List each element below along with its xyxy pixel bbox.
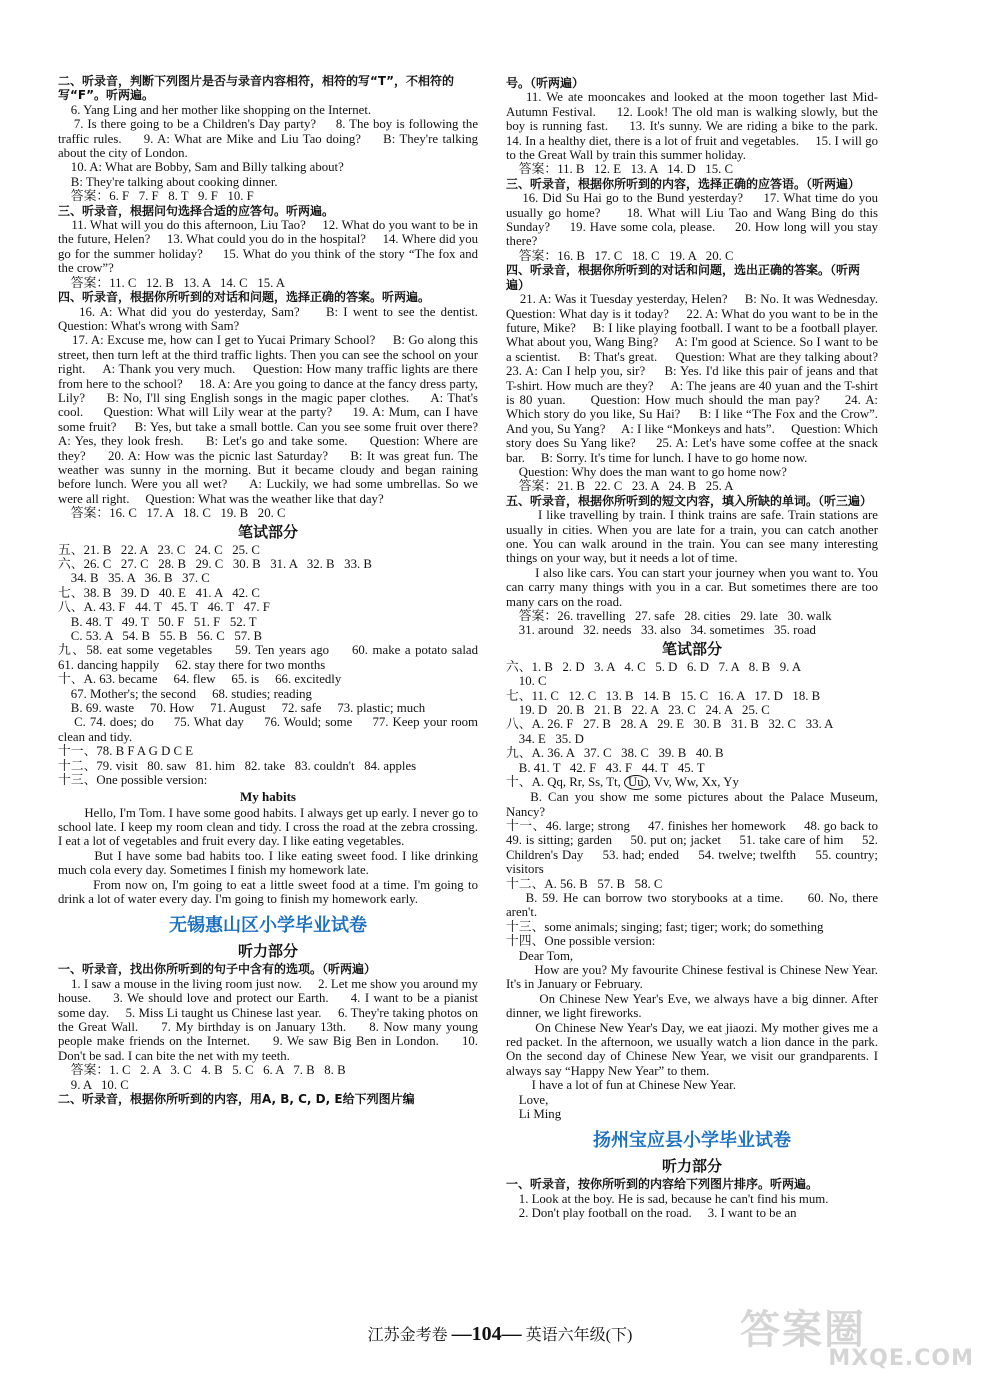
text-line: Love, bbox=[506, 1092, 549, 1107]
text-line: C. 74. does; do 75. What day 76. Would; some 77. Keep your room clean and tidy. bbox=[58, 715, 482, 744]
essay-title: My habits bbox=[240, 788, 296, 804]
exam-title: 扬州宝应县小学毕业试卷 bbox=[593, 1130, 791, 1152]
text-line: Hello, I'm Tom. I have some good habits. I always get up early. I never go to school late. I keep my room clean and tidy. I cross the road at the zebra crossing. I eat a lot of vegetables and fruit every day. I like eating vegetables. bbox=[58, 805, 482, 849]
answer-line: 19. D 20. B 21. B 22. A 23. C 24. A 25. C bbox=[506, 703, 770, 718]
watermark-text: 答案圈 bbox=[740, 1307, 866, 1353]
answer-line: 九、A. 36. A 37. C 38. C 39. B 40. B bbox=[506, 746, 724, 761]
text-line: From now on, I'm going to eat a little sweet food at a time. I'm going to drink a lot of water every day. I'm going to finish my homework early. bbox=[58, 877, 482, 906]
footer-book-title: 江苏金考卷 bbox=[367, 1327, 452, 1344]
text-line: I also like cars. You can start your journey when you want to. You can carry many things with you in a car. But sometimes there are too many cars on the road. bbox=[506, 565, 882, 609]
part-heading: 听力部分 bbox=[237, 942, 298, 961]
text-line: 7. Is there going to be a Children's Day party? 8. The boy is following the traffic rules. 9. A: What are Mike and Liu Tao doing? B: They're talking about the city of London. bbox=[58, 117, 482, 161]
answer-line: 答案：16. B 17. C 18. C 19. A 20. C bbox=[506, 248, 734, 263]
text-line: How are you? My favourite Chinese festival is Chinese New Year. It's in January or February. bbox=[506, 962, 882, 992]
section-heading: 四、听录音，根据你所听到的对话和问题，选择正确的答案。听两遍。 bbox=[58, 290, 431, 305]
text-line: 16. A: What did you do yesterday, Sam? B: I went to see the dentist. Question: What's wrong with Sam? bbox=[58, 304, 495, 333]
answer-line: 七、11. C 12. C 13. B 14. B 15. C 16. A 17. D 18. B bbox=[506, 688, 821, 703]
answer-line bbox=[506, 775, 878, 790]
text-line: 1. I saw a mouse in the living room just now. 2. Let me show you around my house. 3. We should love and protect our Earth. 4. I want to be a pianist some day. 5. Miss Li taught us Chinese last year. 6. They're taking photos on the Great Wall. 7. My birthday is on January 13th. 8. Now many young people make friends on the Internet. 9. We saw Big Ben in London. 10. Don't be sad. I can bite the net with my teeth. bbox=[58, 976, 482, 1063]
text-line: 21. A: Was it Tuesday yesterday, Helen? B: No. It was Wednesday. Question: What day is it today? 22. A: What do you want to be in the future, Mike? B: I like playing football. I want to be a football player. What about you, Wang Bing? A: I'm good at Science. So I want to be a scientist. B: That's great. Question: What are they talking about? 23. A: Can I help you, sir? B: Yes. I'd like this pair of jeans and that T-shirt. How much are they? A: The jeans are 40 yuan and the T-shirt is 80 yuan. Question: How much should the man pay? 24. A: Which story do you like, Su Hai? B: I like “The Fox and the Crow”. And you, Su Yang? A: I like “Monkeys and hats”. Question: Which story does Su Yang like? 25. A: Let's have some coffee at the snack bar. B: Sorry. It's time for lunch. I have to go home now. bbox=[506, 292, 894, 465]
section-heading: 一、听录音，找出你所听到的句子中含有的选项。（听两遍） bbox=[58, 962, 377, 977]
text-line: Li Ming bbox=[506, 1107, 562, 1122]
text-line: I like travelling by train. I think trains are safe. Train stations are usually in cities. When you are late for a train, you can catch another one. You can walk around in the train. You can see many interesting things on your way, but it needs a lot of time. bbox=[506, 508, 882, 566]
answer-line: C. 53. A 54. B 55. B 56. C 57. B bbox=[58, 629, 263, 644]
exam-title: 无锡惠山区小学毕业试卷 bbox=[169, 915, 367, 937]
watermark-logo bbox=[740, 1298, 980, 1378]
text-line: B. Can you show me some pictures about the Palace Museum, Nancy? bbox=[506, 790, 882, 819]
section-heading: 一、听录音，按你所听到的内容给下列图片排序。听两遍。 bbox=[506, 1177, 819, 1192]
part-heading: 听力部分 bbox=[661, 1157, 722, 1176]
section-heading: 三、听录音，根据问句选择合适的应答句。听两遍。 bbox=[58, 203, 335, 218]
text-line: 17. A: Excuse me, how can I get to Yucai Primary School? B: Go along this street, then turn left at the third traffic lights. Then you can see the school on your right. A: Thank you very much. Question: How many traffic lights are there from here to the school? 18. A: Are you going to dance at the fancy dress party, Lily? B: No, I'll sing English songs in the magic paper clothes. A: That's cool. Question: What will Lily wear at the party? 19. A: Mum, can I have some fruit? B: Yes, but take a small bottle. Can you see some fruit over there? A: Yes, they look fresh. B: Let's go and take some. Question: Where are they? 20. A: How was the picnic last Saturday? B: It was great fun. The weather was sunny in the morning. But it became cloudy and began raining before lunch. Were you all wet? A: Luckily, we had some umbrellas. So we were all right. Question: What was the weather like that day? bbox=[58, 333, 494, 506]
answer-line: 答案：26. travelling 27. safe 28. cities 29. late 30. walk bbox=[506, 609, 832, 624]
text-line: 十、A. 63. became 64. flew 65. is 66. excitedly bbox=[58, 672, 342, 687]
text-line: Question: Why does the man want to go home now? bbox=[506, 464, 787, 479]
text-line: 11. We ate mooncakes and looked at the moon together last Mid-Autumn Festival. 12. Look! The old man is walking slowly, but the boy is running fast. 13. It's sunny. We are riding a bike to the park. 14. In a healthy diet, there is a lot of fruit and vegetables. 15. I will go to the Great Wall by train this summer holiday. bbox=[506, 90, 894, 163]
text-line: 十三、some animals; singing; fast; tiger; work; do something bbox=[506, 919, 824, 934]
answer-line: B. 48. T 49. T 50. F 51. F 52. T bbox=[58, 614, 257, 629]
text-line: 16. Did Su Hai go to the Bund yesterday? 17. What time do you usually go home? 18. What will Liu Tao and Wang Bing do this Sunday? 19. Have some cola, please. 20. How long will you stay there? bbox=[506, 191, 882, 249]
text-line: 十四、One possible version: bbox=[506, 934, 656, 949]
text-line: 11. What will you do this afternoon, Liu Tao? 12. What do you want to be in the future, Helen? 13. What could you do in the hospital? 14. Where did you go for the summer holiday? 15. What do you think of the story “The fox and the crow”? bbox=[58, 218, 482, 276]
left-column bbox=[58, 74, 495, 1106]
answer-line: 七、38. B 39. D 40. E 41. A 42. C bbox=[58, 585, 260, 600]
section-heading: 二、听录音，判断下列图片是否与录音内容相符，相符的写“T”，不相符的写“F”。听两遍。 bbox=[58, 74, 454, 103]
text-line: 67. Mother's; the second 68. studies; reading bbox=[58, 686, 312, 701]
text-line: B. 59. He can borrow two storybooks at a time. 60. No, there aren't. bbox=[506, 890, 882, 920]
answer-line: 31. around 32. needs 33. also 34. sometimes 35. road bbox=[506, 623, 816, 638]
text-line: But I have some bad habits too. I like eating sweet food. I like drinking much cola every day. Sometimes I finish my homework late. bbox=[58, 848, 482, 878]
circled-letter: Uu bbox=[624, 775, 648, 790]
text-line: On Chinese New Year's Day, we eat jiaozi. My mother gives me a red packet. In the afternoon, we usually watch a lion dance in the park. On the second day of Chinese New Year, we visit our grandparents. I always say “Happy New Year” to them. bbox=[506, 1020, 882, 1078]
part-heading: 笔试部分 bbox=[237, 522, 298, 541]
watermark-url: MXQE.COM bbox=[828, 1346, 974, 1371]
section-heading: 五、听录音，根据你所听到的短文内容，填入所缺的单词。（听三遍） bbox=[506, 493, 873, 508]
answer-line: 答案：21. B 22. C 23. A 24. B 25. A bbox=[506, 479, 734, 494]
answer-line: 34. E 35. D bbox=[506, 731, 584, 746]
answer-line: 六、26. C 27. C 28. B 29. C 30. B 31. A 32. B 33. B bbox=[58, 557, 372, 571]
answer-line: 答案：6. F 7. F 8. T 9. F 10. F bbox=[58, 189, 254, 204]
text-line: B. 69. waste 70. How 71. August 72. safe 73. plastic; much bbox=[58, 701, 426, 716]
answer-line: 9. A 10. C bbox=[58, 1077, 129, 1092]
answer-line: 答案：11. C 12. B 13. A 14. C 15. A bbox=[58, 275, 286, 290]
answer-line: 答案：16. C 17. A 18. C 19. B 20. C bbox=[58, 506, 286, 521]
answer-line: 五、21. B 22. A 23. C 24. C 25. C bbox=[58, 542, 260, 557]
answer-line: 十二、79. visit 80. saw 81. him 82. take 83. couldn't 84. apples bbox=[58, 758, 417, 773]
section-heading: 四、听录音，根据你所听到的对话和问题，选出正确的答案。（听两遍） bbox=[506, 263, 861, 292]
text-line: Dear Tom, bbox=[506, 948, 574, 963]
footer-grade: 英语六年级(下) bbox=[521, 1327, 633, 1344]
text-line: I have a lot of fun at Chinese New Year. bbox=[506, 1078, 736, 1093]
answer-line: 十一、78. B F A G D C E bbox=[58, 744, 194, 759]
answer-text: 十、A. Qq, Rr, Ss, Tt, bbox=[506, 775, 624, 790]
answer-line: B. 41. T 42. F 43. F 44. T 45. T bbox=[506, 760, 705, 775]
text-line: 十二、A. 56. B 57. B 58. C bbox=[506, 876, 663, 891]
answer-line: 34. B 35. A 36. B 37. C bbox=[58, 571, 210, 586]
section-heading: 二、听录音，根据你所听到的内容，用A, B, C, D, E给下列图片编 bbox=[58, 1092, 415, 1106]
text-line: 6. Yang Ling and her mother like shopping on the Internet. bbox=[58, 102, 372, 117]
text-line: 2. Don't play football on the road. 3. I want to be an bbox=[506, 1206, 797, 1221]
text-line: 1. Look at the boy. He is sad, because he can't find his mum. bbox=[506, 1191, 829, 1206]
answer-line: 八、A. 26. F 27. B 28. A 29. E 30. B 31. B 32. C 33. A bbox=[506, 717, 834, 732]
section-heading: 号。（听两遍） bbox=[506, 76, 585, 90]
text-line: 十一、46. large; strong 47. finishes her homework 48. go back to 49. is sitting; garden 50. put on; jacket 51. take care of him 52. Children's Day 53. had; ended 54. twelve; twelfth 55. country; visitors bbox=[506, 818, 894, 877]
text-line: On Chinese New Year's Eve, we always have a big dinner. After dinner, we light fireworks. bbox=[506, 991, 882, 1021]
answer-text: , Vv, Ww, Xx, Yy bbox=[647, 775, 739, 790]
answer-line: 十三、One possible version: bbox=[58, 773, 208, 788]
answer-line: 六、1. B 2. D 3. A 4. C 5. D 6. D 7. A 8. B 9. A bbox=[506, 659, 802, 674]
text-line: 九、58. eat some vegetables 59. Ten years ago 60. make a potato salad 61. dancing happily 62. stay there for two months bbox=[58, 643, 494, 672]
answer-line: 10. C bbox=[506, 674, 547, 689]
part-heading: 笔试部分 bbox=[661, 639, 722, 658]
answer-line: 八、A. 43. F 44. T 45. T 46. T 47. F bbox=[58, 600, 270, 615]
answer-line: 答案：1. C 2. A 3. C 4. B 5. C 6. A 7. B 8. B bbox=[58, 1063, 346, 1078]
text-line: B: They're talking about cooking dinner. bbox=[58, 174, 278, 189]
right-column bbox=[506, 76, 894, 1221]
section-heading: 三、听录音，根据你所听到的内容，选择正确的应答语。（听两遍） bbox=[506, 176, 861, 191]
page-number: —104— bbox=[451, 1323, 522, 1345]
answer-line: 答案：11. B 12. E 13. A 14. D 15. C bbox=[506, 162, 734, 177]
text-line: 10. A: What are Bobby, Sam and Billy talking about? bbox=[58, 160, 344, 175]
